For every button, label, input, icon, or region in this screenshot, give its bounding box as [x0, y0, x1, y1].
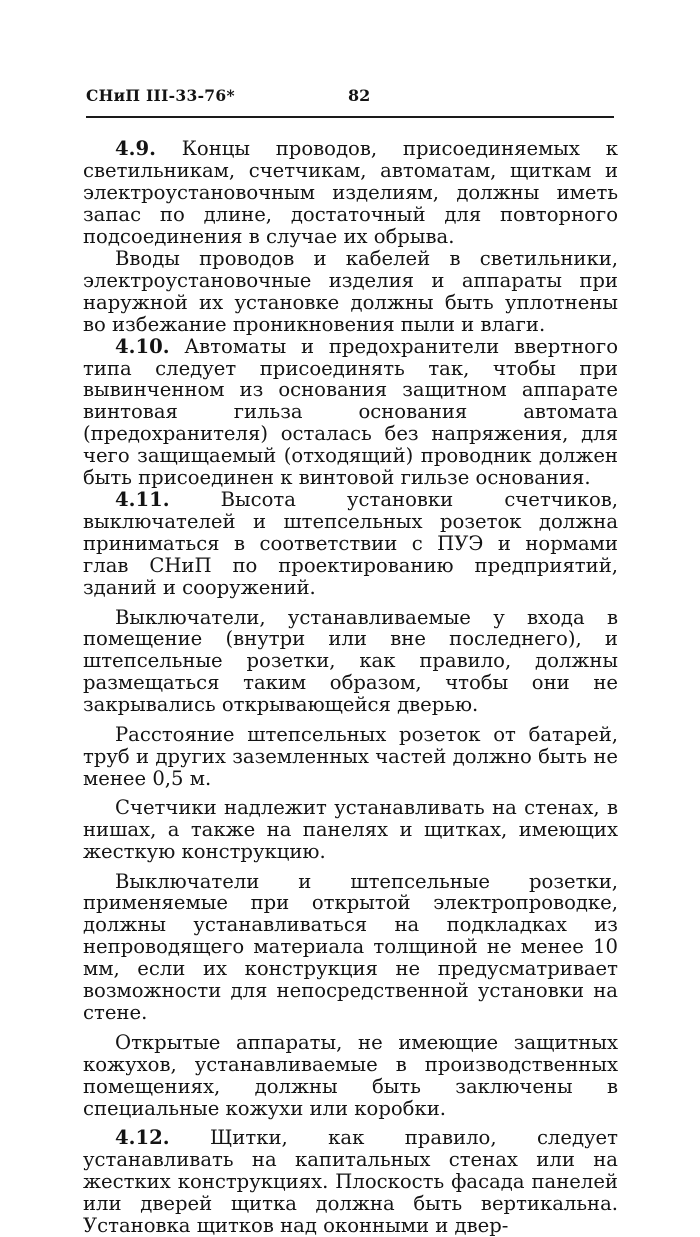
document-body — [83, 138, 618, 1237]
paragraph-4-10 — [83, 336, 618, 490]
page-header — [86, 86, 614, 118]
paragraph — [83, 871, 618, 1025]
paragraph-4-12 — [83, 1127, 618, 1237]
paragraph-text: Расстояние штепсельных розеток от батарей, труб и других заземленных частей должно быть не менее 0,5 м. — [83, 722, 618, 790]
paragraph-text: Выключатели и штепсельные розетки, применяемые при открытой электропроводке, должны устанавливаться на подкладках из непроводящего материала толщиной не менее 10 мм, если их конструкция не предусматривает возможности для непосредственной установки на стене. — [83, 869, 618, 1025]
paragraph — [83, 607, 618, 717]
paragraph-4-9 — [83, 138, 618, 248]
paragraph — [83, 248, 618, 336]
clause-number: 4.11. — [115, 488, 170, 512]
clause-number: 4.9. — [115, 137, 156, 160]
paragraph — [83, 797, 618, 863]
paragraph-text: Щитки, как правило, следует устанавливать на капитальных стенах или на жестких конструкциях. Плоскость фасада панелей или дверей щитка должна быть вертикальна. Установка щитков над оконными и двер- — [83, 1125, 618, 1237]
paragraph-4-11 — [83, 489, 618, 599]
paragraph — [83, 1032, 618, 1120]
document-code: СНиП III-33-76* — [86, 86, 235, 105]
paragraph-text: Автоматы и предохранители ввертного типа следует присоединять так, чтобы при вывинченном из основания защитном аппарате винтовая гильза основания автомата (предохранителя) осталась без напряжения, для чего защищаемый (отходящий) проводник должен быть присоединен к винтовой гильзе основания. — [83, 334, 618, 490]
paragraph-text: Открытые аппараты, не имеющие защитных кожухов, устанавливаемые в производственных помещениях, должны быть заключены в специальные кожухи или коробки. — [83, 1030, 618, 1120]
clause-number: 4.10. — [115, 334, 170, 358]
paragraph-text: Выключатели, устанавливаемые у входа в помещение (внутри или вне последнего), и штепсельные розетки, как правило, должны размещаться таким образом, чтобы они не закрывались открывающейся дверью. — [83, 605, 618, 717]
paragraph-text: Вводы проводов и кабелей в светильники, электроустановочные изделия и аппараты при наружной их установке должны быть уплотнены во избежание проникновения пыли и влаги. — [83, 246, 618, 336]
paragraph-text: Высота установки счетчиков, выключателей и штепсельных розеток должна приниматься в соответствии с ПУЭ и нормами глав СНиП по проектированию предприятий, зданий и сооружений. — [83, 488, 618, 600]
paragraph-text: Концы проводов, присоединяемых к светильникам, счетчикам, автоматам, щиткам и электроустановочным изделиям, должны иметь запас по длине, достаточный для повторного подсоединения в случае их обрыва. — [83, 137, 619, 248]
page-number: 82 — [348, 86, 371, 105]
clause-number: 4.12. — [115, 1125, 170, 1149]
paragraph — [83, 724, 618, 790]
paragraph-text: Счетчики надлежит устанавливать на стенах, в нишах, а также на панелях и щитках, имеющих жесткую конструкцию. — [83, 796, 618, 864]
